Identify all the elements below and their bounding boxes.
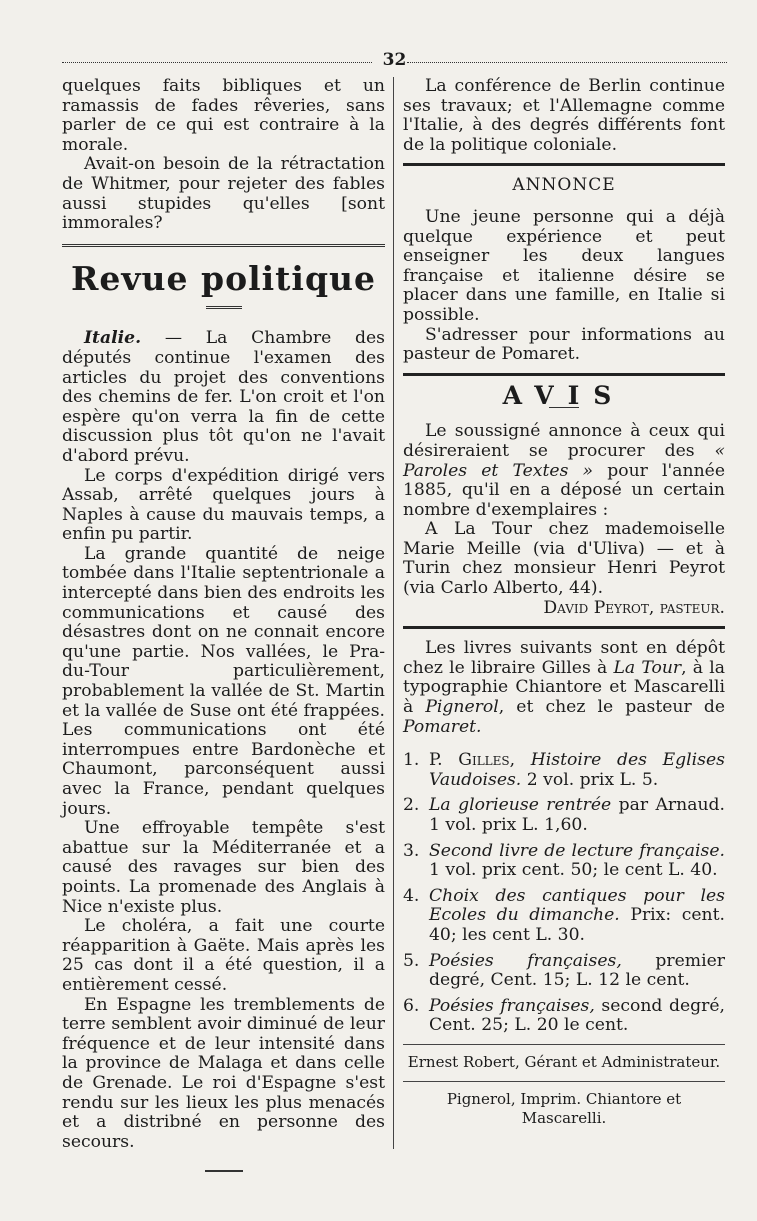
publisher-name: Ernest Robert, Gérant et Administrateur. [407, 1052, 721, 1071]
end-ornament [205, 1170, 243, 1172]
divider-3 [403, 626, 725, 629]
divider-2 [403, 373, 725, 376]
mormon-text-end: quelques faits bibliques et un ramassis de fades rêveries, sans parler de ce qui est contraire à la morale. [62, 76, 385, 155]
books-intro-b: , à la typographie Chiantore et Mascarelli à [403, 657, 725, 718]
italie-paragraph [62, 329, 385, 466]
list-item: 5. Poésies françaises, premier degré, Cent. 15; L. 12 le cent. [403, 950, 725, 991]
annonce-text: Une jeune personne qui a déjà quelque expérience et peut enseigner les deux langues française et italienne désire se placer dans une famille, en Italie si possible. [403, 206, 725, 325]
page-number: 32 [382, 50, 407, 70]
books-intro-it1: La Tour [613, 657, 682, 678]
avis-text [403, 422, 725, 520]
header-ornament-right [407, 62, 727, 63]
books-intro [403, 639, 725, 737]
storm-paragraph: Une effroyable tempête s'est abattue sur la Méditerranée et a causé des ravages sur bien des points. La promenade des Anglais à Nice n'existe plus. [62, 818, 385, 917]
books-intro-a: Les livres suivants sont en dépôt chez le libraire Gilles à [403, 638, 725, 678]
list-item: 3. Second livre de lecture française. 1 vol. prix cent. 50; le cent L. 40. [403, 840, 725, 881]
list-item: 6. Poésies françaises, second degré, Cent. 25; L. 20 le cent. [403, 995, 726, 1036]
divider-4 [403, 1044, 725, 1045]
avis-signature: David Peyrot, pasteur. [543, 597, 725, 618]
divider-1 [403, 163, 725, 166]
list-item: 2. La glorieuse rentrée par Arnaud. 1 vol. prix L. 1,60. [403, 795, 725, 835]
list-item: 1. P. Gilles, Histoire des Eglises Vaudoises. 2 vol. prix L. 5. [403, 750, 725, 790]
imprint-line: Pignerol, Imprim. Chiantore et Mascarelli. [446, 1089, 682, 1128]
column-divider [393, 77, 394, 1149]
books-intro-c: , et chez le pasteur de [498, 697, 725, 718]
spain-paragraph: En Espagne les tremblements de terre semblent avoir diminué de leur fréquence et de leur intensité dans la province de Malaga et dans celle de Grenade. Le roi d'Espagne s'est rendu sur les lieux les plus menacés et a distribné en personne des secours. [62, 994, 385, 1152]
page-header [62, 50, 727, 72]
cholera-paragraph: Le choléra, a fait une courte réapparition à Gaëte. Mais après les 25 cas dont il a été question, il a entièrement cessé. [62, 916, 385, 995]
avis-title: AVIS [502, 380, 626, 410]
section-title: Revue politique [70, 258, 377, 298]
berlin-paragraph: La conférence de Berlin continue ses travaux; et l'Allemagne comme l'Italie, à des degrés différents font de la politique coloniale. [403, 76, 725, 155]
expedition-paragraph: Le corps d'expédition dirigé vers Assab, arrêté quelques jours à Naples à cause du mauvais temps, a enfin pu partir. [62, 465, 385, 545]
avis-text-a: Le soussigné annonce à ceux qui désireraient se procurer des [403, 421, 725, 461]
books-intro-it2: Pignerol [425, 697, 499, 718]
books-list [403, 751, 725, 1036]
avis-addresses: A La Tour chez mademoiselle Marie Meille (via d'Uliva) — et à Turin chez monsieur Henri Peyrot (via Carlo Alberto, 44). [403, 519, 725, 599]
whitmer-paragraph: Avait-on besoin de la rétractation de Whitmer, pour rejeter des fables aussi stupides qu'elles [sont immorales? [62, 154, 385, 234]
books-intro-it3: Pomaret. [403, 716, 482, 737]
avis-text-b: pour l'année 1885, qu'il en a déposé un certain nombre d'exemplaires : [403, 460, 725, 520]
title-ornament [206, 306, 242, 309]
annonce-contact: S'adresser pour informations au pasteur de Pomaret. [403, 324, 725, 365]
left-column [62, 77, 385, 1172]
snow-paragraph: La grande quantité de neige tombée dans l'Italie septentrionale a intercepté dans bien des endroits les communications et causé des désastres dont on ne connait encore qu'une partie. Nos vallées, le Pra-du-Tour particulièrement, probablement la vallée de St. Martin et la vallée de Suse ont été frappées. Les communications ont été interrompues entre Bardonèche et Chaumont, parconséquent aussi avec la France, pendant quelques jours. [62, 543, 385, 819]
right-column [403, 77, 725, 1129]
list-item: 4. Choix des cantiques pour les Ecoles du dimanche. Prix: cent. 40; les cent L. 30. [403, 885, 725, 945]
avis-text-italic: « Paroles et Textes » [403, 440, 725, 481]
section-divider [62, 244, 385, 247]
italie-label: Italie. [84, 328, 142, 349]
italie-text: — La Chambre des députés continue l'examen des articles du projet des conventions des chemins de fer. L'on croit et l'on espère qu'on verra la fin de cette discussion plus tôt qu'on ne l'avait d'abord prévu. [62, 328, 385, 466]
divider-5 [403, 1081, 725, 1082]
annonce-title: ANNONCE [512, 175, 616, 196]
